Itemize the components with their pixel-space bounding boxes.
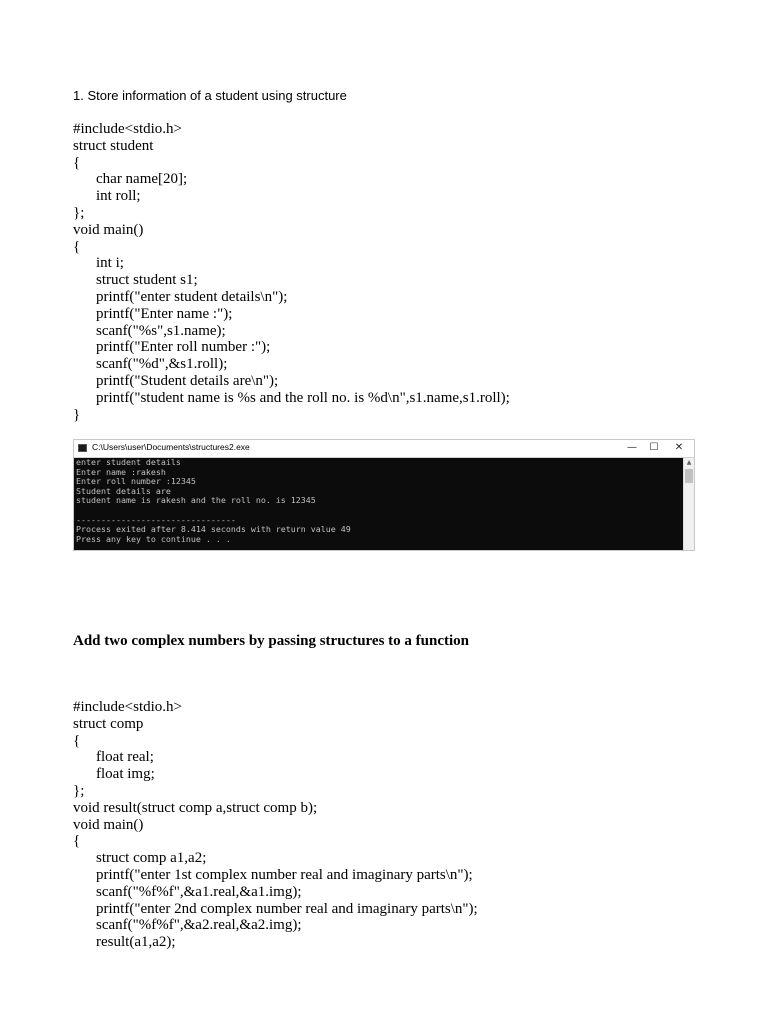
code-line: struct comp bbox=[73, 715, 144, 732]
close-icon[interactable]: ✕ bbox=[674, 442, 684, 453]
code-line: void main() bbox=[73, 816, 144, 833]
console-line: Enter name :rakesh bbox=[76, 466, 166, 477]
console-app-icon bbox=[78, 444, 87, 452]
code-line: printf("Enter roll number :"); bbox=[96, 339, 271, 356]
console-output bbox=[74, 458, 686, 550]
code-line: struct student bbox=[73, 137, 154, 154]
console-line: Process exited after 8.414 seconds with return value 49 bbox=[76, 524, 351, 535]
code-line: int roll; bbox=[96, 188, 141, 205]
code-line: printf("enter student details\n"); bbox=[96, 288, 288, 305]
code-block-complex bbox=[73, 699, 478, 951]
code-line: #include<stdio.h> bbox=[73, 121, 182, 137]
minimize-icon[interactable]: — bbox=[627, 442, 637, 453]
maximize-icon[interactable]: ☐ bbox=[649, 442, 659, 453]
code-line: printf("Student details are\n"); bbox=[96, 372, 279, 389]
code-line: printf("enter 2nd complex number real and imaginary parts\n"); bbox=[96, 900, 478, 917]
code-line: } bbox=[73, 406, 81, 423]
code-line: printf("student name is %s and the roll no. is %d\n",s1.name,s1.roll); bbox=[96, 389, 510, 406]
code-line: void main() bbox=[73, 221, 144, 238]
code-block-student bbox=[73, 121, 510, 423]
code-line: #include<stdio.h> bbox=[73, 699, 182, 715]
code-line: char name[20]; bbox=[96, 171, 188, 188]
code-line: scanf("%f%f",&a1.real,&a1.img); bbox=[96, 883, 302, 900]
code-line: scanf("%s",s1.name); bbox=[96, 322, 226, 339]
code-line: printf("Enter name :"); bbox=[96, 305, 233, 322]
code-line: struct comp a1,a2; bbox=[96, 850, 207, 867]
console-line: student name is rakesh and the roll no. is 12345 bbox=[76, 495, 316, 506]
console-line: Student details are bbox=[76, 485, 171, 496]
code-line: scanf("%d",&s1.roll); bbox=[96, 356, 228, 373]
section1-heading: 1. Store information of a student using structure bbox=[73, 88, 347, 103]
console-line: Enter roll number :12345 bbox=[76, 476, 196, 487]
console-titlebar[interactable] bbox=[74, 440, 694, 458]
code-line: printf("enter 1st complex number real and imaginary parts\n"); bbox=[96, 866, 473, 883]
code-line: float real; bbox=[96, 749, 154, 766]
console-line: Press any key to continue . . . bbox=[76, 533, 231, 544]
console-line: enter student details bbox=[76, 457, 181, 467]
section2-heading: Add two complex numbers by passing structures to a function bbox=[73, 633, 470, 649]
scroll-up-icon[interactable]: ▲ bbox=[686, 459, 692, 466]
code-line: struct student s1; bbox=[96, 272, 198, 289]
code-line: int i; bbox=[96, 255, 124, 272]
code-line: float img; bbox=[96, 766, 155, 783]
code-line: void result(struct comp a,struct comp b); bbox=[73, 799, 318, 816]
scrollbar-thumb[interactable] bbox=[685, 469, 693, 483]
code-line: { bbox=[73, 732, 81, 749]
code-line: }; bbox=[73, 782, 85, 799]
console-line: -------------------------------- bbox=[76, 514, 236, 525]
code-line: scanf("%f%f",&a2.real,&a2.img); bbox=[96, 917, 302, 934]
code-line: }; bbox=[73, 204, 85, 221]
code-line: result(a1,a2); bbox=[96, 934, 176, 951]
code-line: { bbox=[73, 833, 81, 850]
code-line: { bbox=[73, 154, 81, 171]
console-scrollbar[interactable] bbox=[683, 458, 694, 550]
console-title: C:\Users\user\Documents\structures2.exe bbox=[92, 442, 250, 452]
console-window[interactable] bbox=[73, 439, 695, 551]
code-line: { bbox=[73, 238, 81, 255]
